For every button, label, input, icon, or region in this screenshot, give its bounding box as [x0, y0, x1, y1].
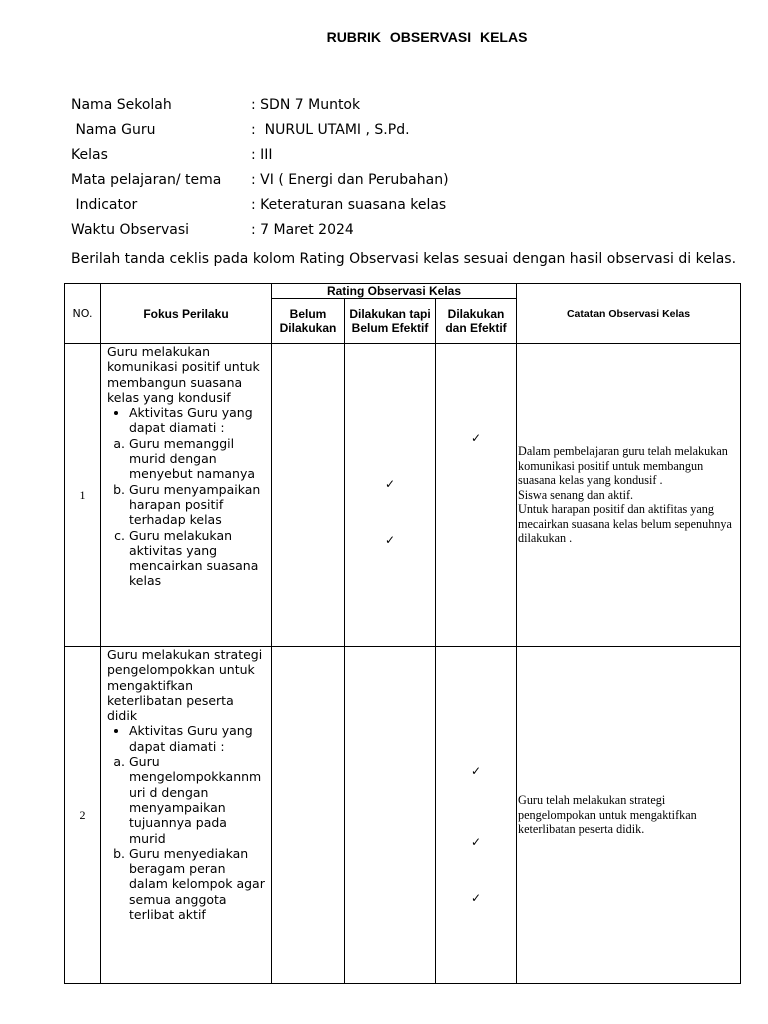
- document-title: RUBRIK OBSERVASI KELAS: [326, 29, 528, 45]
- row-number: 2: [65, 647, 101, 984]
- focus-item: b. Guru menyampaikan harapan positif terhadap kelas: [129, 482, 267, 528]
- focus-cell: [101, 647, 272, 984]
- focus-item: a. Guru mengelompokkannm uri d dengan menyampaikan tujuannya pada murid: [129, 754, 267, 846]
- header-rating-efektif: Dilakukan dan Efektif: [436, 299, 517, 344]
- check-icon: ✓: [384, 477, 396, 491]
- rating-cell-belum-efektif[interactable]: [345, 647, 436, 984]
- focus-intro: Guru melakukan komunikasi positif untuk membangun suasana kelas yang kondusif: [107, 344, 260, 405]
- info-label: Waktu Observasi: [71, 222, 190, 238]
- focus-intro: Guru melakukan strategi pengelompokkan untuk mengaktifkan keterlibatan peserta didik: [107, 647, 263, 724]
- info-value: : 7 Maret 2024: [251, 222, 354, 238]
- header-notes: Catatan Observasi Kelas: [517, 284, 741, 344]
- rating-cell-belum[interactable]: [272, 647, 345, 984]
- info-label: Nama Sekolah: [71, 97, 172, 113]
- rating-cell-efektif[interactable]: [436, 344, 517, 647]
- info-value: : NURUL UTAMI , S.Pd.: [251, 122, 410, 138]
- header-rating-group: Rating Observasi Kelas: [272, 284, 517, 299]
- info-value: : SDN 7 Muntok: [251, 97, 361, 113]
- notes-cell: [517, 344, 741, 647]
- header-no: NO.: [65, 284, 101, 344]
- focus-bullet: • Aktivitas Guru yang dapat diamati :: [129, 723, 267, 754]
- note-line: Guru telah melakukan strategi pengelompokan untuk mengaktifkan keterlibatan peserta didik.: [518, 793, 697, 837]
- rating-cell-belum[interactable]: [272, 344, 345, 647]
- info-label: Mata pelajaran/ tema: [71, 172, 222, 188]
- note-line: Siswa senang dan aktif.: [518, 487, 634, 502]
- check-icon: ✓: [470, 835, 482, 849]
- header-focus: Fokus Perilaku: [101, 284, 272, 344]
- focus-item: c. Guru melakukan aktivitas yang mencairkan suasana kelas: [129, 528, 267, 589]
- check-icon: ✓: [470, 431, 482, 445]
- info-value: : III: [251, 147, 273, 163]
- focus-bullet: • Aktivitas Guru yang dapat diamati :: [129, 405, 267, 436]
- rubric-table: [64, 283, 741, 984]
- rating-cell-efektif[interactable]: [436, 647, 517, 984]
- row-number: 1: [65, 344, 101, 647]
- check-icon: ✓: [470, 764, 482, 778]
- check-icon: ✓: [470, 891, 482, 905]
- info-value: : Keteraturan suasana kelas: [251, 197, 447, 213]
- notes-cell: [517, 647, 741, 984]
- info-label: Indicator: [71, 197, 138, 213]
- note-line: Dalam pembelajaran guru telah melakukan komunikasi positif untuk membangun suasana kelas yang kondusif .: [518, 443, 728, 488]
- focus-cell: [101, 344, 272, 647]
- rating-cell-belum-efektif[interactable]: [345, 344, 436, 647]
- info-value: : VI ( Energi dan Perubahan): [251, 172, 449, 188]
- header-rating-belum: Belum Dilakukan: [272, 299, 345, 344]
- instruction-text: Berilah tanda ceklis pada kolom Rating Observasi kelas sesuai dengan hasil observasi di kelas.: [71, 251, 737, 267]
- header-rating-belum-efektif: Dilakukan tapi Belum Efektif: [345, 299, 436, 344]
- check-icon: ✓: [384, 533, 396, 547]
- note-line: Untuk harapan positif dan aktifitas yang mecairkan suasana kelas belum sepenuhnya dilakukan .: [518, 502, 732, 546]
- info-label: Nama Guru: [71, 122, 156, 138]
- focus-item: b. Guru menyediakan beragam peran dalam kelompok agar semua anggota terlibat aktif: [129, 846, 267, 922]
- info-label: Kelas: [71, 147, 108, 163]
- focus-item: a. Guru memanggil murid dengan menyebut namanya: [129, 436, 267, 482]
